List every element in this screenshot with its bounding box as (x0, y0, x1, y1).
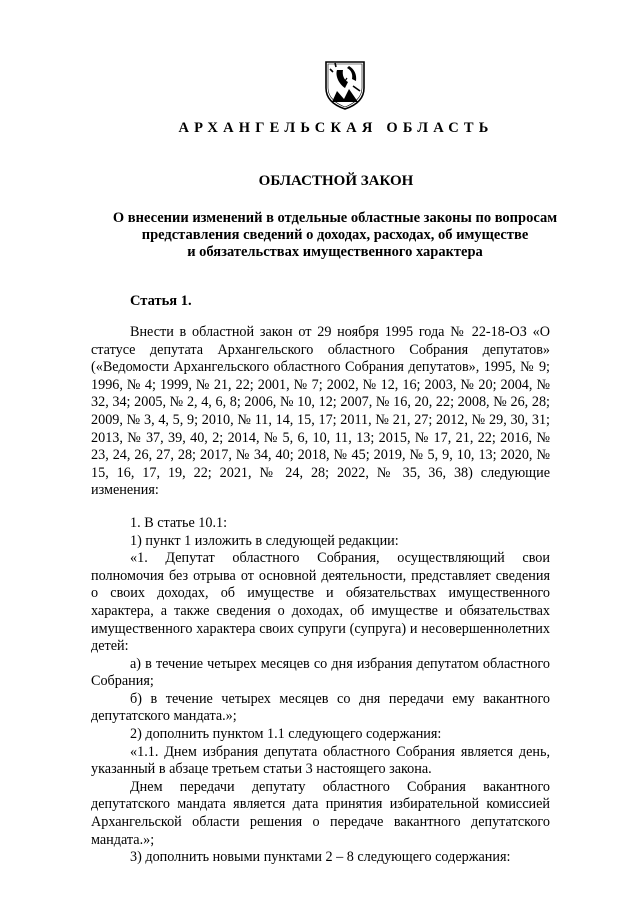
body-paragraph: 1. В статье 10.1: (130, 514, 228, 531)
body-paragraph: Днем передачи депутату областного Собрания вакантного депутатского мандата является дата принятия избирательной комиссией Архангельской области решения о передаче вакантного депутатского мандата.»; (91, 778, 550, 848)
body-paragraph: «1. Депутат областного Собрания, осуществляющий свои полномочия без отрыва от основной деятельности, представляет сведения о своих доходах, об имуществе и обязательствах имущественного характера, а также сведения о доходах, об имуществе и обязательствах имущественного характера своих супруги (супруга) и несовершеннолетних детей: (91, 550, 550, 655)
body-paragraph: а) в течение четырех месяцев со дня избрания депутатом областного Собрания; (91, 655, 550, 690)
body-paragraph: б) в течение четырех месяцев со дня передачи ему вакантного депутатского мандата.»; (91, 690, 550, 725)
body-paragraph: 2) дополнить пунктом 1.1 следующего содержания: (130, 726, 442, 743)
article-heading: Статья 1. (130, 293, 192, 309)
region-name: АРХАНГЕЛЬСКАЯ ОБЛАСТЬ (178, 120, 494, 136)
title-line: и обязательствах имущественного характера (187, 244, 483, 260)
coat-of-arms-emblem (322, 58, 368, 110)
body-paragraph: Внести в областной закон от 29 ноября 1995 года № 22-18-ОЗ «О статусе депутата Архангельского областного Собрания депутатов» («Ведомости Архангельского областного Собрания депутатов», 1995, № 9; 1996, № 4; 1999, № 21, 22; 2001, № 7; 2002, № 12, 16; 2003, № 20; 2004, № 32, 34; 2005, № 2, 4, 6, 8; 2006, № 10, 12; 2007, № 16, 20, 22; 2008, № 26, 28; 2009, № 3, 4, 5, 9; 2010, № 11, 14, 15, 17; 2011, № 21, 27; 2012, № 29, 30, 31; 2013, № 37, 39, 40, 2; 2014, № 5, 6, 10, 11, 13; 2015, № 17, 21, 22; 2016, № 23, 24, 26, 27, 28; 2017, № 34, 40; 2018, № 45; 2019, № 5, 9, 10, 13; 2020, № 15, 16, 17, 19, 22; 2021, № 24, 28; 2022, № 35, 36, 38) следующие изменения: (91, 324, 550, 499)
body-paragraph: «1.1. Днем избрания депутата областного Собрания является день, указанный в абзаце третьем статьи 3 настоящего закона. (91, 743, 550, 778)
article-body (91, 324, 550, 867)
title-line: представления сведений о доходах, расходах, об имуществе (141, 227, 529, 243)
document-title (98, 210, 572, 261)
body-paragraph: 1) пункт 1 изложить в следующей редакции: (130, 532, 399, 549)
body-paragraph: 3) дополнить новыми пунктами 2 – 8 следующего содержания: (130, 849, 511, 866)
document-type: ОБЛАСТНОЙ ЗАКОН (258, 173, 414, 189)
title-line: О внесении изменений в отдельные областные законы по вопросам (112, 210, 558, 226)
